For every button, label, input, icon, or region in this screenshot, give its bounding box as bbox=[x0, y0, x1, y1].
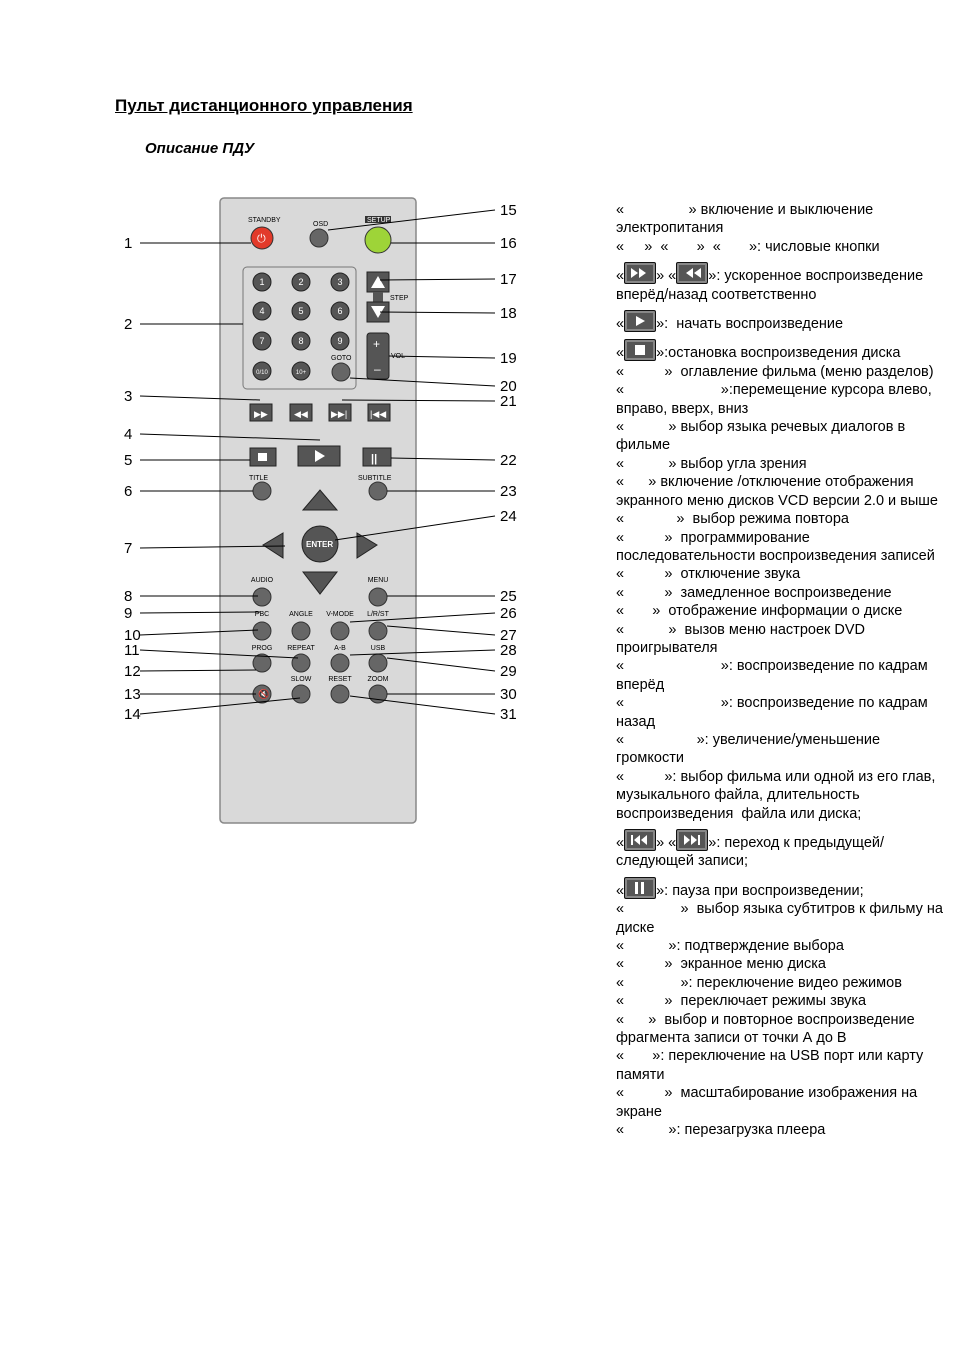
callout-number: 13 bbox=[124, 686, 141, 703]
remote-control-diagram bbox=[110, 190, 550, 830]
description-text: »: переход к предыдущей/следующей записи; bbox=[616, 835, 885, 870]
callout-number: 26 bbox=[500, 605, 517, 622]
callout-number: 22 bbox=[500, 452, 517, 469]
prev-icon bbox=[624, 829, 656, 851]
description-item bbox=[616, 1047, 946, 1084]
reset-label: RESET bbox=[328, 676, 352, 683]
callout-number: 3 bbox=[124, 388, 133, 405]
description-item bbox=[616, 473, 946, 510]
prog-label: PROG bbox=[251, 645, 273, 652]
description-text: »: ускоренное воспроизведение вперёд/назад соответственно bbox=[616, 268, 928, 303]
description-text: « »: увеличение/уменьшение громкости bbox=[616, 731, 885, 767]
description-text: « » выбор угла зрения bbox=[616, 455, 807, 472]
callout-number: 28 bbox=[500, 642, 517, 659]
standby-label: STANDBY bbox=[248, 217, 281, 224]
description-text: « » выбор языка субтитров к фильму на диске bbox=[616, 901, 947, 936]
pbc-button bbox=[253, 622, 271, 640]
digit-label: 9 bbox=[337, 336, 343, 346]
next-icon: ▶▶| bbox=[331, 409, 348, 419]
description-text: »: начать воспроизведение bbox=[656, 316, 844, 333]
callout-number: 8 bbox=[124, 588, 133, 605]
callout-number: 27 bbox=[500, 627, 517, 644]
callout-number: 6 bbox=[124, 483, 133, 500]
callout-number: 7 bbox=[124, 540, 133, 557]
callout-number: 14 bbox=[124, 706, 141, 723]
mute-icon: 🔇 bbox=[258, 689, 270, 699]
ab-button bbox=[331, 654, 349, 672]
subtitle-button bbox=[369, 482, 387, 500]
vmode-label: V-MODE bbox=[326, 611, 354, 618]
step-label: STEP bbox=[390, 295, 409, 302]
usb-label: USB bbox=[370, 645, 386, 652]
description-text: « » выбор режима повтора bbox=[616, 511, 849, 528]
description-text: « » масштабирование изображения на экране bbox=[616, 1085, 922, 1120]
slow-button bbox=[292, 685, 310, 703]
description-text: « » выбор языка речевых диалогов в фильме bbox=[616, 419, 910, 454]
usb-button bbox=[369, 654, 387, 672]
description-text: « »: воспроизведение по кадрам назад bbox=[616, 695, 932, 730]
description-text: « » выбор и повторное воспроизведение фрагмента записи от точки А до В bbox=[616, 1011, 919, 1047]
description-text: « »: переключение на USB порт или карту памяти bbox=[616, 1048, 928, 1083]
power-icon: ⏻ bbox=[257, 233, 266, 245]
description-item bbox=[616, 974, 946, 992]
section-subtitle: Описание ПДУ bbox=[145, 140, 255, 157]
pbc-label: PBC bbox=[254, 611, 270, 618]
callout-number: 9 bbox=[124, 605, 133, 622]
digit-label: 0/10 bbox=[256, 370, 268, 376]
description-item bbox=[616, 1084, 946, 1121]
description-text: « » включение /отключение отображения экранного меню дисков VCD версии 2.0 и выше bbox=[616, 474, 938, 509]
audio-label: AUDIO bbox=[250, 577, 274, 584]
description-item bbox=[616, 731, 946, 768]
vmode-button bbox=[331, 622, 349, 640]
repeat-button bbox=[292, 654, 310, 672]
description-text: « » отключение звука bbox=[616, 566, 801, 583]
description-text: « » вызов меню настроек DVD проигрывателя bbox=[616, 621, 870, 656]
digit-label: 7 bbox=[259, 336, 265, 346]
pause-icon bbox=[624, 877, 656, 899]
description-item bbox=[616, 584, 946, 602]
zoom-label: ZOOM bbox=[367, 676, 389, 683]
description-item bbox=[616, 694, 946, 731]
reset-button bbox=[331, 685, 349, 703]
description-item bbox=[616, 363, 946, 381]
callout-number: 21 bbox=[500, 393, 517, 410]
ab-label: A-B bbox=[334, 645, 346, 652]
description-text: « » переключает режимы звука bbox=[616, 993, 867, 1010]
description-item bbox=[616, 510, 946, 528]
description-item: « »:остановка воспроизведения диска bbox=[616, 339, 946, 362]
description-text: « » программирование последовательности воспроизведения записей bbox=[616, 529, 935, 564]
callout-number: 11 bbox=[124, 642, 140, 659]
description-text: « »:перемещение курсора влево, вправо, вверх, вниз bbox=[616, 382, 936, 417]
description-item bbox=[616, 455, 946, 473]
osd-button bbox=[310, 229, 328, 247]
menu-label: MENU bbox=[367, 577, 389, 584]
description-text: « »: выбор фильма или одной из его глав, музыкального файла, длительность воспроизведения файла или диска; bbox=[616, 768, 940, 822]
description-text: »:остановка воспроизведения диска bbox=[656, 345, 901, 362]
description-item bbox=[616, 621, 946, 658]
callout-number: 4 bbox=[124, 426, 133, 443]
lrst-button bbox=[369, 622, 387, 640]
audio-button bbox=[253, 588, 271, 606]
description-item bbox=[616, 1121, 946, 1139]
title-button bbox=[253, 482, 271, 500]
description-text: « »: перезагрузка плеера bbox=[616, 1122, 826, 1139]
description-text: « » оглавление фильма (меню разделов) bbox=[616, 363, 934, 380]
vol-plus-icon: + bbox=[373, 337, 381, 351]
callout-number: 23 bbox=[500, 483, 517, 500]
angle-button bbox=[292, 622, 310, 640]
callout-number: 1 bbox=[124, 235, 133, 252]
description-text: « » включение и выключение электропитания bbox=[616, 202, 878, 237]
description-item bbox=[616, 201, 946, 238]
description-item bbox=[616, 565, 946, 583]
description-text: « »: переключение видео режимов bbox=[616, 974, 902, 991]
callout-number: 20 bbox=[500, 378, 517, 395]
callout-number: 29 bbox=[500, 663, 517, 680]
digit-label: 8 bbox=[298, 336, 304, 346]
callout-number: 16 bbox=[500, 235, 517, 252]
vol-label: VOL bbox=[391, 353, 406, 360]
ff-icon: ▶▶ bbox=[254, 409, 268, 419]
stop-icon bbox=[624, 339, 656, 361]
callout-number: 10 bbox=[124, 627, 141, 644]
page-title: Пульт дистанционного управления bbox=[115, 96, 413, 115]
description-text: « » « » « »: числовые кнопки bbox=[616, 238, 880, 255]
next-icon bbox=[676, 829, 708, 851]
callout-number: 30 bbox=[500, 686, 517, 703]
description-item bbox=[616, 937, 946, 955]
stop-icon bbox=[258, 453, 267, 461]
description-text: « »: воспроизведение по кадрам вперёд bbox=[616, 658, 932, 693]
digit-label: 6 bbox=[337, 306, 343, 316]
description-text: « »: подтверждение выбора bbox=[616, 938, 844, 955]
angle-label: ANGLE bbox=[289, 611, 313, 618]
callout-number: 2 bbox=[124, 316, 133, 333]
description-item bbox=[616, 238, 946, 256]
description-item bbox=[616, 418, 946, 455]
description-item bbox=[616, 602, 946, 620]
description-item bbox=[616, 657, 946, 694]
description-item: « »: начать воспроизведение bbox=[616, 310, 946, 333]
callout-number: 18 bbox=[500, 305, 517, 322]
description-item: « » « »: переход к предыдущей/следующей записи; bbox=[616, 829, 946, 871]
repeat-label: REPEAT bbox=[287, 645, 315, 652]
description-item bbox=[616, 529, 946, 566]
digit-label: 1 bbox=[259, 277, 265, 287]
callout-number: 12 bbox=[124, 663, 141, 680]
callout-number: 15 bbox=[500, 202, 517, 219]
vol-minus-icon: – bbox=[374, 362, 381, 376]
ff-icon bbox=[624, 262, 656, 284]
description-item bbox=[616, 992, 946, 1010]
enter-label: ENTER bbox=[306, 540, 334, 549]
setup-label: SETUP bbox=[367, 217, 391, 224]
callout-number: 19 bbox=[500, 350, 517, 367]
description-item bbox=[616, 900, 946, 937]
menu-button bbox=[369, 588, 387, 606]
play-icon bbox=[624, 310, 656, 332]
rew-icon bbox=[676, 262, 708, 284]
callout-number: 5 bbox=[124, 452, 133, 469]
description-text: « » замедленное воспроизведение bbox=[616, 584, 892, 601]
setup-button bbox=[365, 227, 391, 253]
digit-label: 2 bbox=[298, 277, 304, 287]
title-label: TITLE bbox=[249, 475, 269, 482]
description-item bbox=[616, 768, 946, 823]
description-item: « »: пауза при воспроизведении; bbox=[616, 877, 946, 900]
slow-label: SLOW bbox=[290, 676, 312, 683]
rew-icon: ◀◀ bbox=[294, 409, 308, 419]
description-item bbox=[616, 1011, 946, 1048]
description-item bbox=[616, 955, 946, 973]
description-item bbox=[616, 381, 946, 418]
pause-icon: || bbox=[371, 453, 378, 465]
callout-number: 17 bbox=[500, 271, 517, 288]
digit-label: 4 bbox=[259, 306, 265, 316]
description-text: »: пауза при воспроизведении; bbox=[656, 882, 864, 899]
goto-label: GOTO bbox=[331, 355, 352, 362]
digit-label: 3 bbox=[337, 277, 343, 287]
description-text: « » экранное меню диска bbox=[616, 956, 826, 973]
lrst-label: L/R/ST bbox=[367, 611, 389, 618]
subtitle-label: SUBTITLE bbox=[358, 475, 392, 482]
callout-number: 25 bbox=[500, 588, 517, 605]
callout-number: 31 bbox=[500, 706, 517, 723]
digit-label: 5 bbox=[298, 306, 304, 316]
callout-number: 24 bbox=[500, 508, 517, 525]
prev-icon: |◀◀ bbox=[370, 409, 387, 419]
digit-label: 10+ bbox=[295, 370, 307, 376]
description-list bbox=[616, 201, 946, 1140]
description-text: « » отображение информации о диске bbox=[616, 603, 903, 620]
goto-button bbox=[332, 363, 350, 381]
description-item: « » « »: ускоренное воспроизведение вперёд/назад соответственно bbox=[616, 262, 946, 304]
osd-label: OSD bbox=[313, 221, 329, 228]
